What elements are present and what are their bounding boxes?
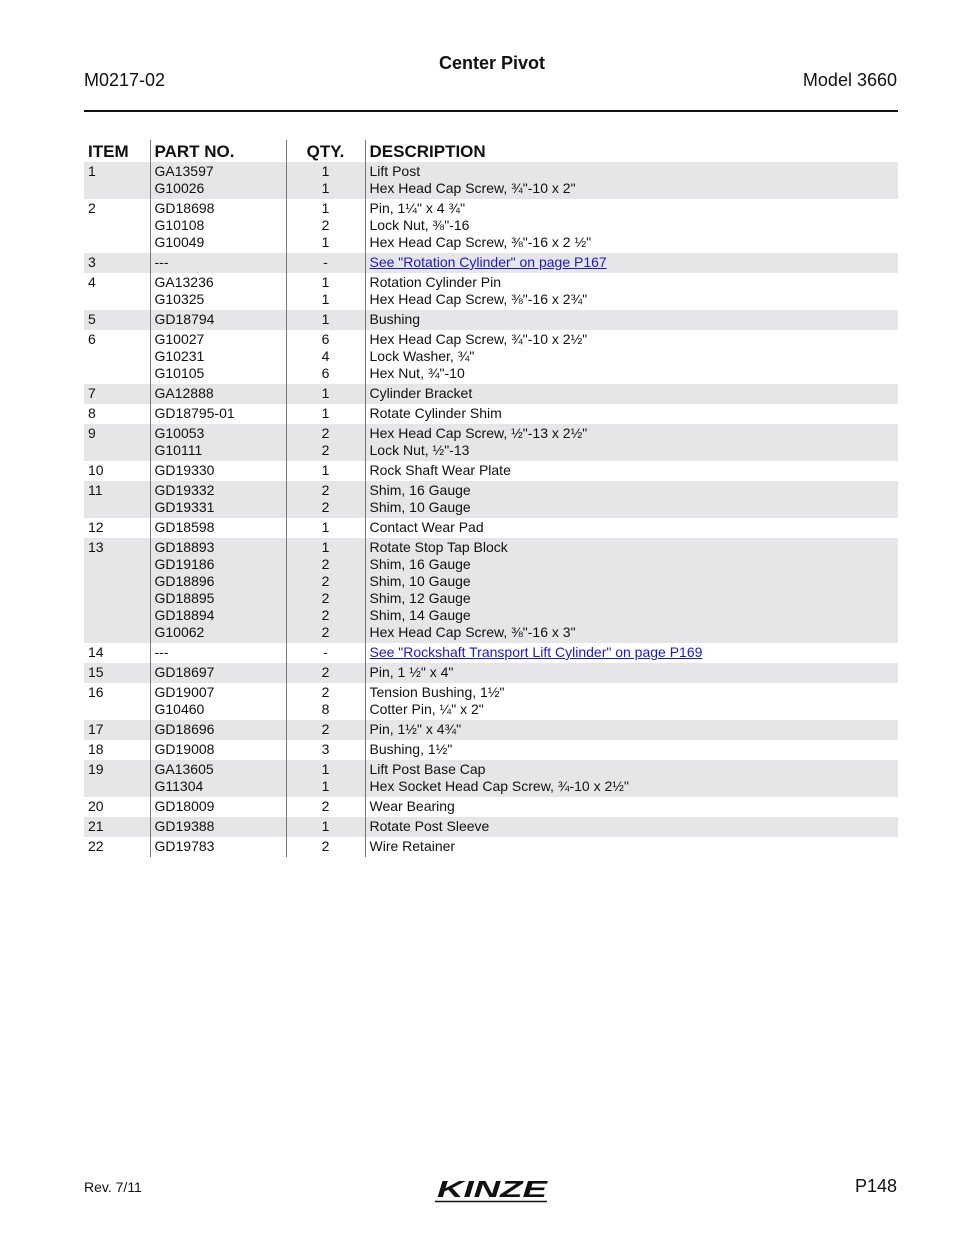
- part-number: G10108: [154, 217, 205, 233]
- item-number-cell: [84, 330, 150, 384]
- part-number: GD19007: [154, 684, 215, 700]
- part-number-cell: [150, 162, 286, 199]
- kinze-logo: [432, 1178, 552, 1204]
- part-number-cell: [150, 461, 286, 481]
- description: Rotate Cylinder Shim: [369, 405, 502, 421]
- quantity-cell: [286, 330, 365, 384]
- part-number: G10027: [154, 331, 205, 347]
- part-number: GA13605: [154, 761, 214, 777]
- quantity-cell: [286, 162, 365, 199]
- item-number-cell: [84, 720, 150, 740]
- quantity: 2: [321, 838, 330, 854]
- table-row: [84, 538, 898, 643]
- quantity: 1: [321, 462, 330, 478]
- description-cell: [365, 837, 898, 857]
- description: Hex Head Cap Screw, ¾"-10 x 2": [369, 180, 576, 196]
- quantity-cell: [286, 797, 365, 817]
- quantity-cell: [286, 424, 365, 461]
- description-cell: [365, 424, 898, 461]
- table-row: [84, 740, 898, 760]
- quantity-cell: [286, 720, 365, 740]
- description: Cotter Pin, ¼" x 2": [369, 701, 484, 717]
- part-number: GD18698: [154, 200, 215, 216]
- description-cell: [365, 538, 898, 643]
- header-divider: [84, 110, 898, 112]
- quantity-cell: [286, 538, 365, 643]
- table-row: [84, 797, 898, 817]
- column-header-description: DESCRIPTION: [365, 140, 898, 162]
- part-number-cell: [150, 199, 286, 253]
- description-cell: [365, 273, 898, 310]
- quantity: 8: [321, 701, 330, 717]
- quantity: 1: [321, 761, 330, 777]
- part-number: G10062: [154, 624, 205, 640]
- part-number: GD18894: [154, 607, 215, 623]
- item-number-cell: [84, 643, 150, 663]
- quantity-cell: [286, 518, 365, 538]
- item-number-cell: [84, 760, 150, 797]
- description-cell: [365, 797, 898, 817]
- quantity: 1: [321, 311, 330, 327]
- quantity: 1: [321, 539, 330, 555]
- quantity-cell: [286, 310, 365, 330]
- quantity: 6: [321, 365, 330, 381]
- quantity: 2: [321, 425, 330, 441]
- description-cell: [365, 384, 898, 404]
- item-number: 1: [88, 163, 96, 179]
- part-number: GD18598: [154, 519, 215, 535]
- item-number-cell: [84, 310, 150, 330]
- description: Lift Post: [369, 163, 421, 179]
- quantity: 2: [321, 573, 330, 589]
- description: Bushing: [369, 311, 421, 327]
- quantity: 1: [321, 274, 330, 290]
- description-cell: [365, 760, 898, 797]
- part-number: GA12888: [154, 385, 214, 401]
- item-number: 5: [88, 311, 96, 327]
- part-number-cell: [150, 663, 286, 683]
- description-cell: [365, 663, 898, 683]
- item-number-cell: [84, 481, 150, 518]
- item-number: 7: [88, 385, 96, 401]
- quantity-cell: [286, 199, 365, 253]
- table-row: [84, 683, 898, 720]
- part-number: GD19332: [154, 482, 215, 498]
- quantity: 1: [321, 385, 330, 401]
- description-cell: [365, 740, 898, 760]
- cross-reference-link[interactable]: See "Rotation Cylinder" on page P167: [369, 254, 607, 270]
- part-number-cell: [150, 404, 286, 424]
- item-number: 11: [88, 482, 103, 498]
- part-number: G10111: [154, 442, 203, 458]
- description: Lock Nut, ⅜"-16: [369, 217, 470, 233]
- description: Hex Nut, ¾"-10: [369, 365, 465, 381]
- part-number-cell: [150, 310, 286, 330]
- quantity: 2: [321, 721, 330, 737]
- description-cell: [365, 162, 898, 199]
- quantity: 3: [321, 741, 330, 757]
- part-number: G10460: [154, 701, 205, 717]
- part-number-cell: [150, 740, 286, 760]
- table-row: [84, 461, 898, 481]
- table-row: [84, 162, 898, 199]
- description: Bushing, 1½": [369, 741, 453, 757]
- item-number-cell: [84, 797, 150, 817]
- quantity-cell: [286, 461, 365, 481]
- logo-text: KINZE: [437, 1178, 549, 1202]
- item-number-cell: [84, 199, 150, 253]
- item-number: 8: [88, 405, 96, 421]
- description: Hex Head Cap Screw, ⅜"-16 x 3": [369, 624, 576, 640]
- item-number: 4: [88, 274, 96, 290]
- item-number: 19: [88, 761, 104, 777]
- part-number-cell: [150, 481, 286, 518]
- item-number: 15: [88, 664, 104, 680]
- quantity-cell: [286, 817, 365, 837]
- description: Lock Washer, ¾": [369, 348, 475, 364]
- part-number: GD18893: [154, 539, 215, 555]
- part-number: ---: [154, 254, 169, 270]
- part-number-cell: [150, 797, 286, 817]
- part-number: GD18794: [154, 311, 215, 327]
- table-row: [84, 273, 898, 310]
- quantity: 2: [321, 217, 330, 233]
- part-number: ---: [154, 644, 169, 660]
- quantity-cell: [286, 643, 365, 663]
- item-number-cell: [84, 253, 150, 273]
- quantity-cell: [286, 404, 365, 424]
- table-row: [84, 720, 898, 740]
- description: Shim, 16 Gauge: [369, 556, 471, 572]
- table-row: [84, 253, 898, 273]
- part-number: GD19388: [154, 818, 215, 834]
- table-row: [84, 643, 898, 663]
- quantity-cell: [286, 740, 365, 760]
- part-number: G10105: [154, 365, 205, 381]
- quantity: 1: [321, 778, 330, 794]
- item-number-cell: [84, 461, 150, 481]
- quantity: 1: [321, 200, 330, 216]
- item-number: 20: [88, 798, 104, 814]
- cross-reference-link[interactable]: See "Rockshaft Transport Lift Cylinder" on page P169: [369, 644, 703, 660]
- description: Tension Bushing, 1½": [369, 684, 505, 700]
- quantity-cell: [286, 760, 365, 797]
- quantity: 2: [321, 482, 330, 498]
- quantity: 2: [321, 684, 330, 700]
- item-number-cell: [84, 424, 150, 461]
- description: Shim, 14 Gauge: [369, 607, 471, 623]
- item-number: 10: [88, 462, 104, 478]
- quantity: 1: [321, 818, 330, 834]
- quantity: 1: [321, 234, 330, 250]
- item-number-cell: [84, 683, 150, 720]
- description: Shim, 10 Gauge: [369, 499, 471, 515]
- item-number-cell: [84, 817, 150, 837]
- description-cell: [365, 404, 898, 424]
- parts-table: [84, 140, 898, 857]
- item-number-cell: [84, 740, 150, 760]
- part-number-cell: [150, 760, 286, 797]
- model-number: Model 3660: [802, 70, 897, 90]
- part-number-cell: [150, 720, 286, 740]
- item-number: 13: [88, 539, 104, 555]
- description-cell: [365, 817, 898, 837]
- part-number-cell: [150, 424, 286, 461]
- quantity: 2: [321, 442, 330, 458]
- description-cell: [365, 683, 898, 720]
- description: Contact Wear Pad: [369, 519, 484, 535]
- parts-table-body: [84, 162, 898, 857]
- table-row: [84, 199, 898, 253]
- part-number-cell: [150, 817, 286, 837]
- quantity: 2: [321, 624, 330, 640]
- table-row: [84, 330, 898, 384]
- item-number-cell: [84, 162, 150, 199]
- quantity: 1: [321, 405, 330, 421]
- table-row: [84, 837, 898, 857]
- description: Lift Post Base Cap: [369, 761, 486, 777]
- part-number: GD18696: [154, 721, 215, 737]
- table-row: [84, 817, 898, 837]
- table-row: [84, 310, 898, 330]
- quantity-cell: [286, 481, 365, 518]
- part-number-cell: [150, 253, 286, 273]
- description: Hex Head Cap Screw, ⅜"-16 x 2 ½": [369, 234, 592, 250]
- table-row: [84, 384, 898, 404]
- part-number-cell: [150, 837, 286, 857]
- part-number: GD18697: [154, 664, 215, 680]
- part-number: GD19783: [154, 838, 215, 854]
- quantity: 6: [321, 331, 330, 347]
- column-header-item: ITEM: [88, 142, 129, 161]
- revision-label: Rev. 7/11: [84, 1179, 142, 1195]
- item-number-cell: [84, 404, 150, 424]
- description-cell: [365, 720, 898, 740]
- part-number: GD19186: [154, 556, 215, 572]
- description: Wear Bearing: [369, 798, 455, 814]
- column-header-qty: QTY.: [286, 140, 365, 162]
- description: Rotate Post Sleeve: [369, 818, 490, 834]
- item-number: 21: [88, 818, 104, 834]
- part-number: G10049: [154, 234, 205, 250]
- description-cell: [365, 199, 898, 253]
- quantity: 2: [321, 607, 330, 623]
- quantity: 2: [321, 499, 330, 515]
- description: Pin, 1½" x 4¾": [369, 721, 462, 737]
- part-number: GA13236: [154, 274, 214, 290]
- item-number: 14: [88, 644, 104, 660]
- item-number-cell: [84, 518, 150, 538]
- column-header-part-no: PART NO.: [150, 140, 286, 162]
- quantity-cell: [286, 273, 365, 310]
- description: Rotation Cylinder Pin: [369, 274, 502, 290]
- part-number-cell: [150, 683, 286, 720]
- part-number: G10053: [154, 425, 205, 441]
- item-number: 3: [88, 254, 96, 270]
- part-number: G10026: [154, 180, 205, 196]
- description-cell: [365, 461, 898, 481]
- page-number: P148: [854, 1176, 897, 1196]
- document-number: M0217-02: [84, 70, 166, 90]
- table-row: [84, 481, 898, 518]
- item-number: 2: [88, 200, 96, 216]
- table-header-row: [84, 140, 898, 162]
- quantity-cell: [286, 253, 365, 273]
- description-cell: [365, 481, 898, 518]
- description: Pin, 1 ½" x 4": [369, 664, 454, 680]
- quantity: 2: [321, 590, 330, 606]
- item-number-cell: [84, 384, 150, 404]
- description: Hex Socket Head Cap Screw, ¾-10 x 2½": [369, 778, 629, 794]
- part-number: GD19008: [154, 741, 215, 757]
- part-number: GD18895: [154, 590, 215, 606]
- part-number-cell: [150, 518, 286, 538]
- table-row: [84, 518, 898, 538]
- item-number: 9: [88, 425, 96, 441]
- description: Rock Shaft Wear Plate: [369, 462, 511, 478]
- quantity: 1: [321, 519, 330, 535]
- table-row: [84, 760, 898, 797]
- table-row: [84, 424, 898, 461]
- table-row: [84, 663, 898, 683]
- part-number: GD18795-01: [154, 405, 235, 421]
- part-number-cell: [150, 273, 286, 310]
- quantity-cell: [286, 837, 365, 857]
- item-number: 6: [88, 331, 96, 347]
- item-number-cell: [84, 663, 150, 683]
- description-cell: [365, 253, 898, 273]
- part-number-cell: [150, 330, 286, 384]
- description: Cylinder Bracket: [369, 385, 473, 401]
- part-number: GD19330: [154, 462, 215, 478]
- quantity: 2: [321, 556, 330, 572]
- quantity: 1: [321, 180, 330, 196]
- description-cell: [365, 518, 898, 538]
- part-number: G11304: [154, 778, 204, 794]
- part-number-cell: [150, 538, 286, 643]
- quantity: -: [323, 254, 328, 270]
- description: Shim, 12 Gauge: [369, 590, 471, 606]
- part-number: G10231: [154, 348, 205, 364]
- quantity: 1: [321, 163, 330, 179]
- description: Lock Nut, ½"-13: [369, 442, 470, 458]
- part-number: G10325: [154, 291, 205, 307]
- item-number-cell: [84, 273, 150, 310]
- description-cell: [365, 330, 898, 384]
- quantity: 4: [321, 348, 330, 364]
- description-cell: [365, 643, 898, 663]
- part-number: GD18009: [154, 798, 215, 814]
- description: Pin, 1¼" x 4 ¾": [369, 200, 466, 216]
- description: Hex Head Cap Screw, ¾"-10 x 2½": [369, 331, 588, 347]
- part-number-cell: [150, 384, 286, 404]
- quantity: 2: [321, 664, 330, 680]
- description: Wire Retainer: [369, 838, 456, 854]
- item-number: 12: [88, 519, 104, 535]
- item-number: 18: [88, 741, 104, 757]
- description: Shim, 16 Gauge: [369, 482, 471, 498]
- description: Hex Head Cap Screw, ½"-13 x 2½": [369, 425, 588, 441]
- item-number-cell: [84, 837, 150, 857]
- description: Rotate Stop Tap Block: [369, 539, 508, 555]
- item-number: 22: [88, 838, 104, 854]
- quantity-cell: [286, 663, 365, 683]
- part-number: GA13597: [154, 163, 214, 179]
- part-number: GD18896: [154, 573, 215, 589]
- description: Hex Head Cap Screw, ⅜"-16 x 2¾": [369, 291, 588, 307]
- quantity: 2: [321, 798, 330, 814]
- page-title: Center Pivot: [438, 53, 546, 73]
- quantity: 1: [321, 291, 330, 307]
- item-number: 17: [88, 721, 104, 737]
- item-number: 16: [88, 684, 104, 700]
- quantity-cell: [286, 683, 365, 720]
- quantity-cell: [286, 384, 365, 404]
- part-number: GD19331: [154, 499, 215, 515]
- description-cell: [365, 310, 898, 330]
- part-number-cell: [150, 643, 286, 663]
- table-row: [84, 404, 898, 424]
- quantity: -: [323, 644, 328, 660]
- item-number-cell: [84, 538, 150, 643]
- description: Shim, 10 Gauge: [369, 573, 471, 589]
